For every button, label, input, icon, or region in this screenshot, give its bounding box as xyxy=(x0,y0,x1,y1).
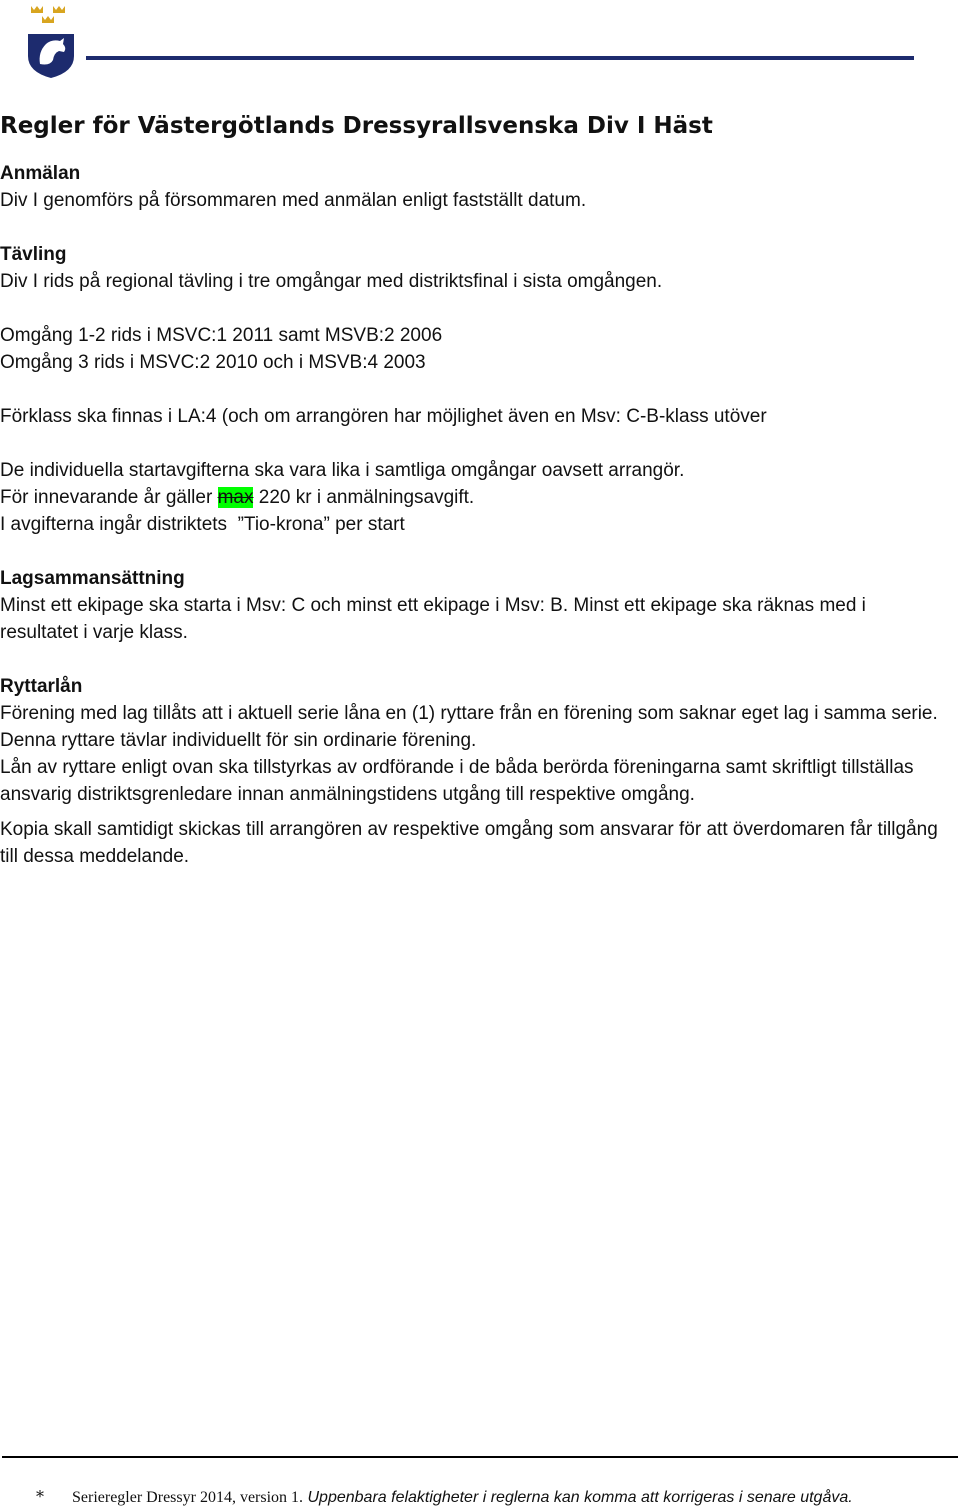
footer xyxy=(36,1486,853,1509)
avgift-line-2-suffix: 220 kr i anmälningsavgift. xyxy=(253,487,475,508)
crown-icon xyxy=(31,6,65,23)
ryttarlan-text-2: Lån av ryttare enligt ovan ska tillstyrkas av ordförande i de båda berörda föreningarna samt skriftligt tillställas ansvarig distriktsgrenledare innan anmälningstidens utgång till respektive omgång. xyxy=(0,757,919,805)
anmalan-text: Div I genomförs på försommaren med anmälan enligt fastställt datum. xyxy=(0,190,587,211)
lag-text: Minst ett ekipage ska starta i Msv: C och minst ett ekipage i Msv: B. Minst ett ekipage ska räknas med i resultatet i varje klass. xyxy=(0,595,872,643)
ryttarlan-text-1: Förening med lag tillåts att i aktuell serie låna en (1) ryttare från en förening som saknar eget lag i samma serie. Denna ryttare tävlar individuellt för sin ordinarie förening. xyxy=(0,703,949,751)
horse-head-crest-icon xyxy=(26,4,76,78)
footer-note: Uppenbara felaktigheter i reglerna kan komma att korrigeras i senare utgåva. xyxy=(307,1489,853,1506)
struck-max-text: max xyxy=(217,487,254,508)
footnote-marker: * xyxy=(36,1487,44,1506)
omgang-line-1: Omgång 1-2 rids i MSVC:1 2011 samt MSVB:2 2006 xyxy=(0,325,443,346)
tavling-text: Div I rids på regional tävling i tre omgångar med distriktsfinal i sista omgången. xyxy=(0,271,663,292)
omgang-line-2: Omgång 3 rids i MSVC:2 2010 och i MSVB:4 2003 xyxy=(0,352,426,373)
avgift-line-3: I avgifterna ingår distriktets ”Tio-krona” per start xyxy=(0,514,405,535)
document-body xyxy=(0,108,949,870)
avgift-line-1: De individuella startavgifterna ska vara lika i samtliga omgångar oavsett arrangör. xyxy=(0,460,685,481)
section-heading-ryttarlan: Ryttarlån xyxy=(0,676,83,697)
forklass-text: Förklass ska finnas i LA:4 (och om arrangören har möjlighet även en Msv: C-B-klass utöver xyxy=(0,406,767,427)
footer-rule xyxy=(2,1456,958,1458)
page-title: Regler för Västergötlands Dressyrallsvenska Div I Häst xyxy=(0,113,713,139)
section-heading-lagsammansattning: Lagsammansättning xyxy=(0,568,185,589)
header-rule xyxy=(86,56,914,60)
section-heading-tavling: Tävling xyxy=(0,244,67,265)
avgift-line-2 xyxy=(0,484,940,511)
footer-version: Serieregler Dressyr 2014, version 1. xyxy=(72,1489,304,1506)
avgift-line-2-prefix: För innevarande år gäller xyxy=(0,487,218,508)
ryttarlan-text-3: Kopia skall samtidigt skickas till arrangören av respektive omgång som ansvarar för att överdomaren får tillgång till dessa meddelande. xyxy=(0,819,944,867)
section-heading-anmalan: Anmälan xyxy=(0,163,81,184)
